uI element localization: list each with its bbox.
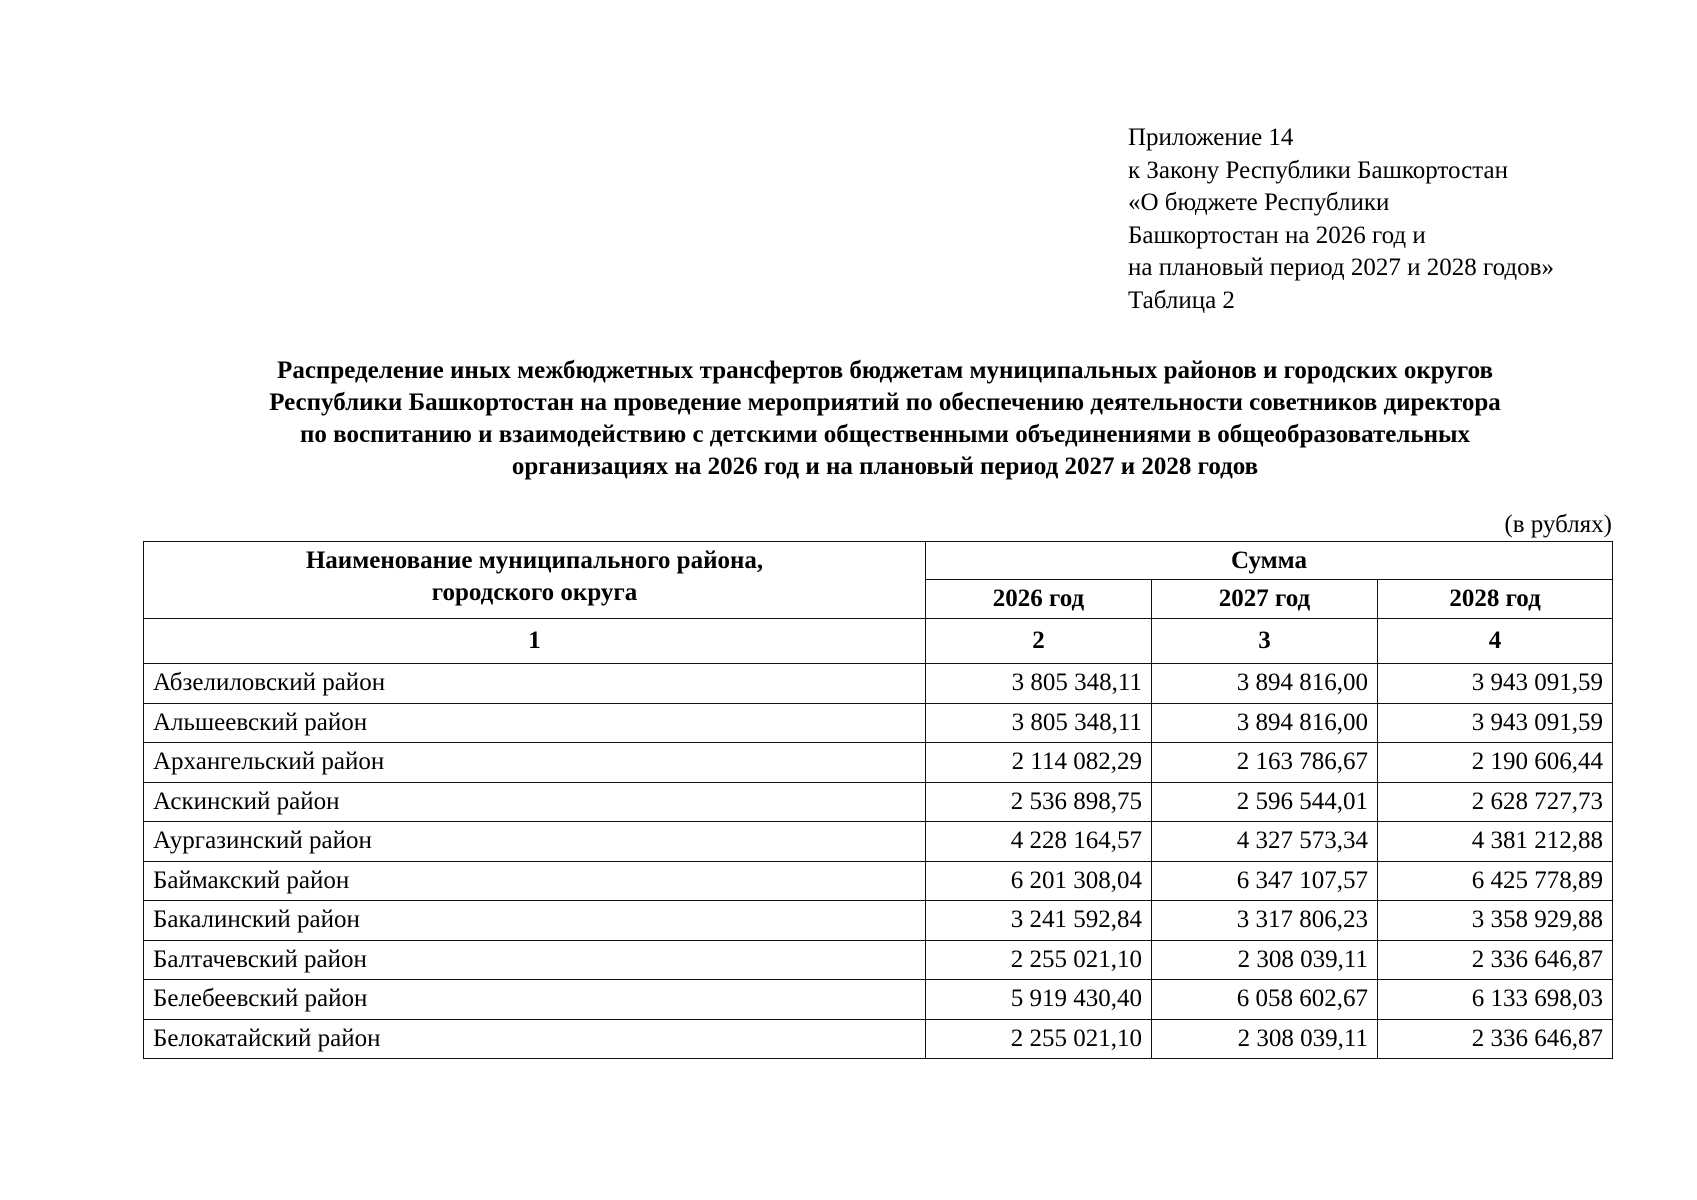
district-name: Абзелиловский район	[144, 664, 926, 704]
table-row	[144, 782, 1613, 822]
district-name: Белебеевский район	[144, 980, 926, 1020]
table-row	[144, 664, 1613, 704]
district-name: Альшеевский район	[144, 703, 926, 743]
sum-column-header: Сумма	[926, 542, 1613, 580]
district-name: Бакалинский район	[144, 901, 926, 941]
name-column-header	[144, 542, 926, 619]
column-number: 3	[1152, 619, 1378, 664]
title-line: Республики Башкортостан на проведение мероприятий по обеспечению деятельности советников директора	[269, 389, 1501, 416]
year-2028-header: 2028 год	[1378, 580, 1613, 619]
title-line: Распределение иных межбюджетных трансфертов бюджетам муниципальных районов и городских округов	[277, 357, 1493, 384]
amount-2028: 2 628 727,73	[1378, 782, 1613, 822]
amount-2028: 2 336 646,87	[1378, 940, 1613, 980]
amount-2026: 6 201 308,04	[926, 861, 1152, 901]
appendix-line: Башкортостан на 2026 год и	[1128, 221, 1426, 249]
table-row	[144, 703, 1613, 743]
column-numbers-row	[144, 619, 1613, 664]
appendix-line: на плановый период 2027 и 2028 годов»	[1128, 254, 1554, 281]
units-note: (в рублях)	[1504, 511, 1612, 538]
name-header-line1: Наименование муниципального района,	[305, 547, 764, 574]
appendix-line: Приложение 14	[1128, 124, 1294, 151]
amount-2028: 3 943 091,59	[1378, 703, 1613, 743]
amount-2028: 6 425 778,89	[1378, 861, 1613, 901]
amount-2026: 2 536 898,75	[926, 782, 1152, 822]
amount-2028: 3 943 091,59	[1378, 664, 1613, 704]
district-name: Баймакский район	[144, 861, 926, 901]
amount-2027: 4 327 573,34	[1152, 822, 1378, 862]
table-row	[144, 861, 1613, 901]
name-header-line2: городского округа	[431, 579, 638, 606]
column-number: 2	[926, 619, 1152, 664]
amount-2027: 2 308 039,11	[1152, 940, 1378, 980]
amount-2027: 2 163 786,67	[1152, 743, 1378, 783]
table-row	[144, 1019, 1613, 1059]
document-title	[145, 355, 1625, 483]
amount-2026: 2 114 082,29	[926, 743, 1152, 783]
transfers-table	[143, 541, 1613, 1059]
amount-2027: 3 894 816,00	[1152, 703, 1378, 743]
amount-2026: 2 255 021,10	[926, 1019, 1152, 1059]
appendix-line: Таблица 2	[1128, 286, 1235, 314]
amount-2027: 3 317 806,23	[1152, 901, 1378, 941]
district-name: Балтачевский район	[144, 940, 926, 980]
year-2027-header: 2027 год	[1152, 580, 1378, 619]
amount-2026: 5 919 430,40	[926, 980, 1152, 1020]
amount-2026: 3 805 348,11	[926, 664, 1152, 704]
appendix-line: «О бюджете Республики	[1128, 189, 1390, 216]
amount-2026: 2 255 021,10	[926, 940, 1152, 980]
district-name: Аскинский район	[144, 782, 926, 822]
amount-2027: 6 058 602,67	[1152, 980, 1378, 1020]
amount-2027: 2 308 039,11	[1152, 1019, 1378, 1059]
title-line: по воспитанию и взаимодействию с детскими общественными объединениями в общеобразовательных	[299, 421, 1471, 448]
amount-2026: 3 805 348,11	[926, 703, 1152, 743]
table-row	[144, 822, 1613, 862]
table-row	[144, 940, 1613, 980]
table-row	[144, 743, 1613, 783]
table-row	[144, 901, 1613, 941]
amount-2028: 3 358 929,88	[1378, 901, 1613, 941]
district-name: Архангельский район	[144, 743, 926, 783]
amount-2027: 3 894 816,00	[1152, 664, 1378, 704]
year-2026-header: 2026 год	[926, 580, 1152, 619]
table-row	[144, 980, 1613, 1020]
column-number: 1	[144, 619, 926, 664]
amount-2027: 2 596 544,01	[1152, 782, 1378, 822]
amount-2028: 2 190 606,44	[1378, 743, 1613, 783]
amount-2026: 3 241 592,84	[926, 901, 1152, 941]
amount-2026: 4 228 164,57	[926, 822, 1152, 862]
header-row	[144, 542, 1613, 580]
amount-2028: 6 133 698,03	[1378, 980, 1613, 1020]
amount-2028: 4 381 212,88	[1378, 822, 1613, 862]
district-name: Аургазинский район	[144, 822, 926, 862]
title-line: организациях на 2026 год и на плановый период 2027 и 2028 годов	[511, 453, 1259, 480]
appendix-line: к Закону Республики Башкортостан	[1128, 156, 1508, 184]
amount-2028: 2 336 646,87	[1378, 1019, 1613, 1059]
appendix-block	[1128, 122, 1554, 317]
amount-2027: 6 347 107,57	[1152, 861, 1378, 901]
district-name: Белокатайский район	[144, 1019, 926, 1059]
column-number: 4	[1378, 619, 1613, 664]
